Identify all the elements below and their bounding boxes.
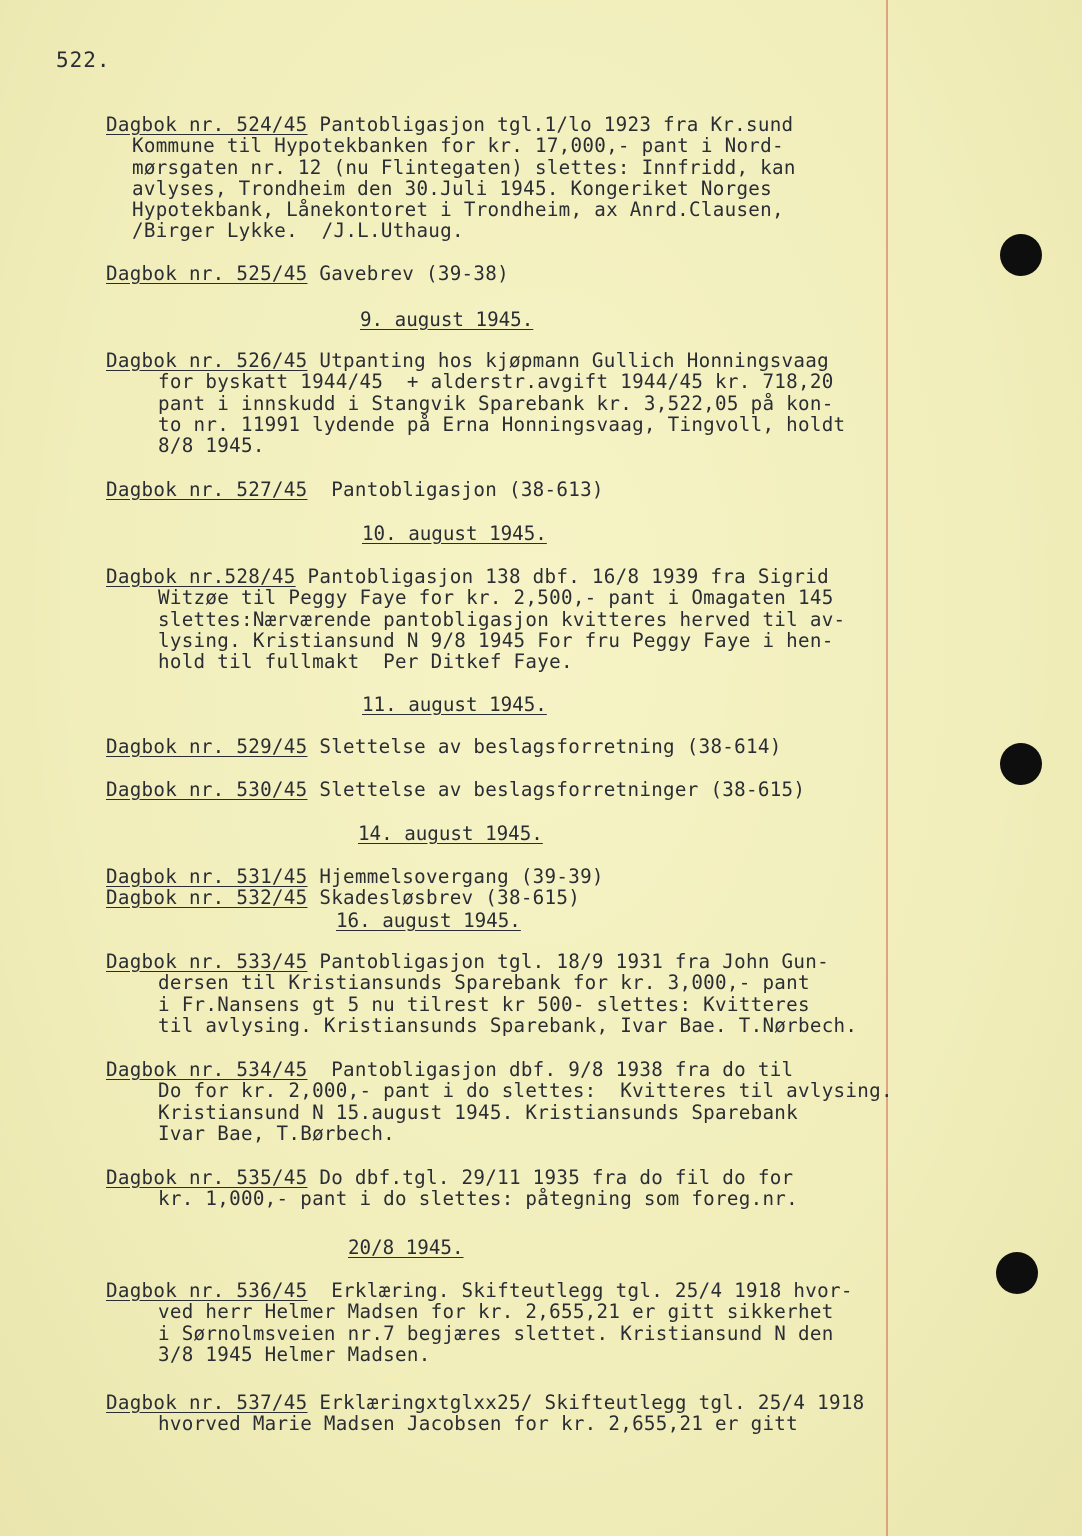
entry-line: hvorved Marie Madsen Jacobsen for kr. 2,655,21 er gitt xyxy=(158,1412,798,1436)
entry-text: Pantobligasjon dbf. 9/8 1938 fra do til xyxy=(307,1058,794,1081)
entry-ref: Dagbok nr. 525/45 xyxy=(106,262,308,285)
entry-line: pant i innskudd i Stangvik Sparebank kr. 3,522,05 på kon- xyxy=(158,391,834,415)
entry-ref: Dagbok nr.528/45 xyxy=(106,565,296,588)
entry-ref: Dagbok nr. 526/45 xyxy=(106,349,308,372)
punch-hole xyxy=(1000,234,1042,276)
entry xyxy=(106,114,906,242)
entry-line: kr. 1,000,- pant i do slettes: påtegning som foreg.nr. xyxy=(158,1187,798,1211)
entry-line: 8/8 1945. xyxy=(158,434,265,458)
entry xyxy=(106,951,906,1036)
entry-line: avlyses, Trondheim den 30.Juli 1945. Kongeriket Norges xyxy=(132,176,772,200)
date-heading: 11. august 1945. xyxy=(362,693,547,716)
entry-ref: Dagbok nr. 533/45 xyxy=(106,950,308,973)
entry-text: Erklæring. Skifteutlegg tgl. 25/4 1918 hvor- xyxy=(307,1279,853,1302)
entry-line: Kristiansund N 15.august 1945. Kristiansunds Sparebank xyxy=(158,1100,798,1124)
entry xyxy=(106,866,906,887)
entry-line: Do for kr. 2,000,- pant i do slettes: Kvitteres til avlysing. xyxy=(158,1079,893,1103)
entry-ref: Dagbok nr. 536/45 xyxy=(106,1279,308,1302)
entry xyxy=(106,1167,906,1210)
date-heading: 20/8 1945. xyxy=(348,1236,464,1259)
entry xyxy=(106,1392,906,1435)
date-heading: 10. august 1945. xyxy=(362,522,547,545)
entry-text: Slettelse av beslagsforretning (38-614) xyxy=(307,735,782,758)
entry-ref: Dagbok nr. 530/45 xyxy=(106,778,308,801)
entry-line: i Fr.Nansens gt 5 nu tilrest kr 500- slettes: Kvitteres xyxy=(158,992,810,1016)
entry-text: Pantobligasjon (38-613) xyxy=(307,478,604,501)
entry-ref: Dagbok nr. 527/45 xyxy=(106,478,308,501)
entry-line: i Sørnolmsveien nr.7 begjæres slettet. Kristiansund N den xyxy=(158,1321,834,1345)
entry xyxy=(106,1059,906,1144)
date-heading: 9. august 1945. xyxy=(360,308,534,331)
entry-line: mørsgaten nr. 12 (nu Flintegaten) slettes: Innfridd, kan xyxy=(132,155,796,179)
entry-ref: Dagbok nr. 537/45 xyxy=(106,1391,308,1414)
entry xyxy=(106,263,906,284)
entry-text: Pantobligasjon 138 dbf. 16/8 1939 fra Sigrid xyxy=(295,565,829,588)
entry-text: Slettelse av beslagsforretninger (38-615) xyxy=(307,778,806,801)
punch-hole xyxy=(1000,743,1042,785)
entry xyxy=(106,779,906,800)
entry-line: lysing. Kristiansund N 9/8 1945 For fru Peggy Faye i hen- xyxy=(158,628,834,652)
entry xyxy=(106,479,906,500)
entry xyxy=(106,350,906,456)
entry-text: Pantobligasjon tgl. 18/9 1931 fra John Gun- xyxy=(307,950,829,973)
entry-line: ved herr Helmer Madsen for kr. 2,655,21 er gitt sikkerhet xyxy=(158,1300,834,1324)
entry-line: Kommune til Hypotekbanken for kr. 17,000,- pant i Nord- xyxy=(132,134,784,158)
date-heading: 14. august 1945. xyxy=(358,822,543,845)
page-number: 522. xyxy=(56,48,111,72)
entry-line: til avlysing. Kristiansunds Sparebank, Ivar Bae. T.Nørbech. xyxy=(158,1013,858,1037)
entry-ref: Dagbok nr. 532/45 xyxy=(106,886,308,909)
entry-line: hold til fullmakt Per Ditkef Faye. xyxy=(158,650,573,674)
entry-ref: Dagbok nr. 529/45 xyxy=(106,735,308,758)
entry-line: Witzøe til Peggy Faye for kr. 2,500,- pant i Omagaten 145 xyxy=(158,586,834,610)
entry-text: Skadesløsbrev (38-615) xyxy=(307,886,581,909)
entry xyxy=(106,887,906,908)
entry-line: Hypotekbank, Lånekontoret i Trondheim, ax Anrd.Clausen, xyxy=(132,198,784,222)
entry xyxy=(106,736,906,757)
entry-line: for byskatt 1944/45 + alderstr.avgift 1944/45 kr. 718,20 xyxy=(158,370,834,394)
entry-text: Pantobligasjon tgl.1/lo 1923 fra Kr.sund xyxy=(307,113,794,136)
date-heading: 16. august 1945. xyxy=(336,909,521,932)
entry-ref: Dagbok nr. 531/45 xyxy=(106,865,308,888)
entry-text: Hjemmelsovergang (39-39) xyxy=(307,865,604,888)
entry-line: 3/8 1945 Helmer Madsen. xyxy=(158,1342,431,1366)
entry-line: /Birger Lykke. /J.L.Uthaug. xyxy=(132,219,464,243)
entry-ref: Dagbok nr. 534/45 xyxy=(106,1058,308,1081)
entry-line: Ivar Bae, T.Børbech. xyxy=(158,1121,396,1145)
punch-hole xyxy=(996,1252,1038,1294)
entry-line: slettes:Nærværende pantobligasjon kvitteres herved til av- xyxy=(158,607,846,631)
entry xyxy=(106,1280,906,1365)
entry-line: dersen til Kristiansunds Sparebank for kr. 3,000,- pant xyxy=(158,971,810,995)
entry-text: Gavebrev (39-38) xyxy=(307,262,509,285)
entry-ref: Dagbok nr. 535/45 xyxy=(106,1166,308,1189)
entry-line: to nr. 11991 lydende på Erna Honningsvaag, Tingvoll, holdt xyxy=(158,412,846,436)
entry-text: Utpanting hos kjøpmann Gullich Honningsvaag xyxy=(307,349,829,372)
entry-text: Erklæringxtglxx25/ Skifteutlegg tgl. 25/4 1918 xyxy=(307,1391,865,1414)
entry xyxy=(106,566,906,672)
entry-ref: Dagbok nr. 524/45 xyxy=(106,113,308,136)
entry-text: Do dbf.tgl. 29/11 1935 fra do fil do for xyxy=(307,1166,794,1189)
